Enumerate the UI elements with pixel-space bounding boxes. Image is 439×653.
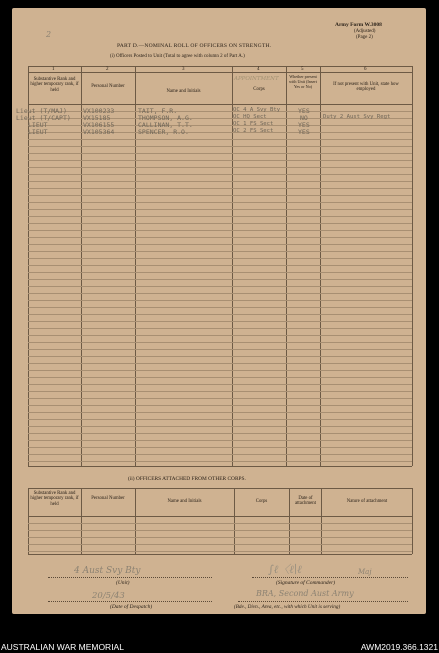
commander-rank: Maj [358,568,372,576]
s2-header-number: Personal Number [91,496,125,501]
header-corps: Corps [253,87,265,92]
row-rule [28,419,412,420]
s2-header-name: Name and Initials [167,499,202,504]
form-id: Army Form W.3008 [335,22,382,28]
row-rule [28,258,412,259]
row-rule [28,279,412,280]
row-rule [28,398,412,399]
entry-rank: LIEUT [28,121,48,129]
entry-number: VX100233 [83,107,115,115]
section1-title: (i) Officers Posted to Unit (Total to agree with column 2 of Part A.) [110,54,245,59]
col-number-5: 5 [301,67,304,72]
entry-number: VX106155 [83,121,115,129]
header-absent: If not present with Unit, state how employed [333,82,399,93]
entry-corps: OC 2 FS Sect [233,128,274,134]
row-rule [28,223,412,224]
row-rule [28,174,412,175]
section2-title: (ii) OFFICERS ATTACHED FROM OTHER CORPS. [128,476,246,482]
row-rule [28,167,412,168]
unit-value: 4 Aust Svy Bty [74,566,141,576]
row-rule [28,461,412,462]
row-rule [28,426,412,427]
row-rule [28,447,412,448]
part-title: PART D.—NOMINAL ROLL OF OFFICERS ON STRENGTH. [117,43,272,49]
date-value: 20/5/43 [92,591,125,601]
row-rule [28,321,412,322]
formation-label: (Bde., Divn., Area, etc., with which Unit is serving) [234,604,341,610]
s2-header-nature: Nature of attachment [346,499,388,504]
unit-label: (Unit) [116,580,130,586]
header-appointment: APPOINTMENT [234,76,279,82]
row-rule [28,356,412,357]
row-rule [28,307,412,308]
col-number-3: 3 [182,67,185,72]
row-rule [28,391,412,392]
col-number-4: 4 [257,67,260,72]
row-rule [28,195,412,196]
entry-corps: OC HQ Sect [233,114,267,120]
row-rule [28,153,412,154]
row-rule [28,544,412,545]
row-rule [28,537,412,538]
row-rule [28,251,412,252]
entry-rank: Lieut (T/MAJ) [16,107,67,115]
commander-label: (Signature of Commander) [276,580,336,586]
row-rule [28,293,412,294]
row-rule [28,216,412,217]
col-number-6: 6 [364,67,367,72]
s2-header-rank: Substantive Rank and higher temporary rank, if held [30,491,79,507]
row-rule [28,384,412,385]
row-rule [28,230,412,231]
row-rule [28,328,412,329]
entry-present: YES [298,121,310,129]
row-rule [28,139,412,140]
archive-footer [0,614,439,653]
footer-right: AWM2019.366.1321 [360,642,438,652]
entry-number: VX15185 [83,114,111,122]
commander-signature: ∫ℓ〈ℓ∣ℓ [268,563,302,576]
row-rule [28,370,412,371]
row-rule [28,530,412,531]
footer-left: AUSTRALIAN WAR MEMORIAL [1,642,124,652]
header-number: Personal Number [91,84,125,89]
page-mark: 2 [46,30,52,39]
row-rule [28,314,412,315]
entry-name: SPENCER, R.O. [138,128,189,136]
entry-number: VX105364 [83,128,115,136]
row-rule [28,181,412,182]
entry-present: YES [298,128,310,136]
header-name: Name and Initials [166,89,201,94]
header-present: Whether present with Unit (Insert Yes or No) [289,74,317,89]
row-rule [28,349,412,350]
row-rule [28,188,412,189]
row-rule [28,237,412,238]
row-rule [28,160,412,161]
form-sheet [12,8,426,614]
row-rule [28,412,412,413]
row-rule [28,244,412,245]
s2-header-corps: Corps [255,499,268,504]
entry-present: NO [300,114,308,122]
row-rule [28,454,412,455]
entry-rank: LIEUT [28,128,48,136]
row-rule [28,209,412,210]
s2-header-date: Date of attachment [294,496,317,507]
row-rule [28,272,412,273]
col-number-1: 1 [52,67,55,72]
entry-corps: OC 1 FS Sect [233,121,274,127]
row-rule [28,440,412,441]
row-rule [28,265,412,266]
row-rule [28,433,412,434]
entry-present: YES [298,107,310,115]
date-label: (Date of Despatch) [110,604,153,610]
entry-rank: Lieut (T/CAPT) [16,114,71,122]
row-rule [28,523,412,524]
entry-name: CALLINAN, T.T. [138,121,193,129]
row-rule [28,335,412,336]
header-rank: Substantive Rank and higher temporary rank, if held [30,77,79,93]
row-rule [28,405,412,406]
row-rule [28,363,412,364]
row-rule [28,551,412,552]
entry-absent: Duty 2 Aust Svy Regt [323,114,391,120]
row-rule [28,377,412,378]
col-number-2: 2 [106,67,109,72]
row-rule [28,202,412,203]
row-rule [28,146,412,147]
row-rule [28,342,412,343]
formation-value: BRA, Second Aust Army [256,589,354,598]
form-page: (Page 2) [356,35,373,40]
entry-corps: OC 4 A Svy Bty [233,107,281,113]
entry-name: TAIT, F.R. [138,107,178,115]
row-rule [28,300,412,301]
form-revision: (Adjusted) [354,29,376,34]
row-rule [28,286,412,287]
entry-name: THOMPSON, A.G. [138,114,193,122]
